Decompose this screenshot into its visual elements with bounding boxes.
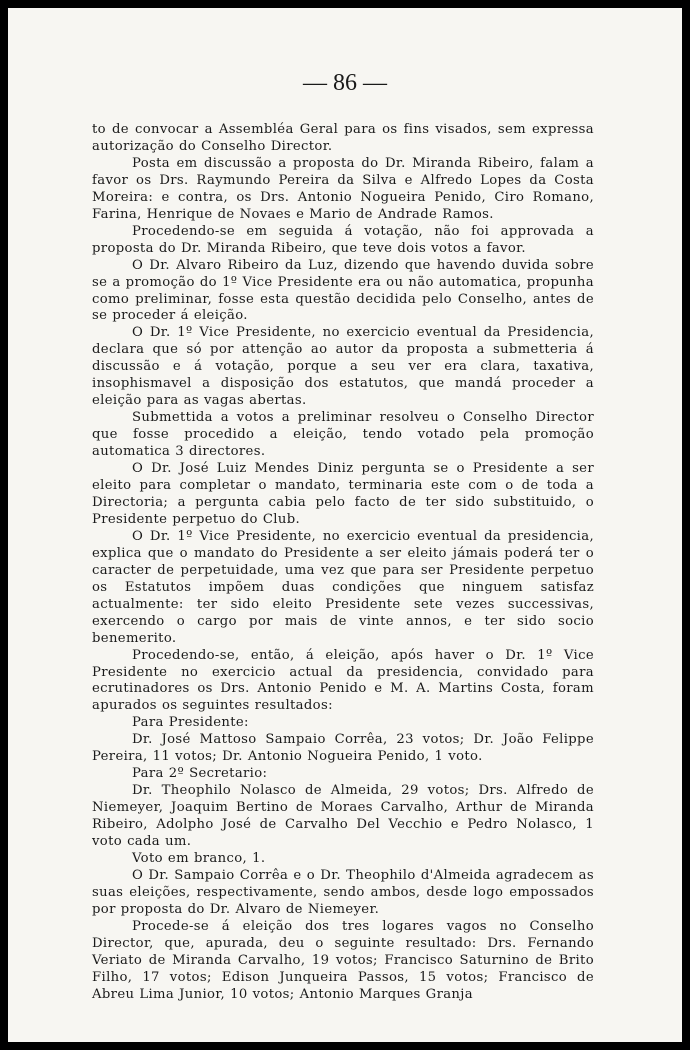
paragraph: O Dr. Alvaro Ribeiro da Luz, dizendo que havendo duvida sobre se a promoção do 1º Vice Presidente era ou não automatica, propunha como preliminar, fosse esta questão decidida pelo Conselho, antes de se proceder á eleição. — [92, 257, 594, 324]
paragraph: Procede-se á eleição dos tres logares vagos no Conselho Director, que, apurada, deu o seguinte resultado: Drs. Fernando Veriato de Miranda Carvalho, 19 votos; Francisco Saturnino de Brito Filho, 17 votos; Edison Junqueira Passos, 15 votos; Francisco de Abreu Lima Junior, 10 votos; Antonio Marques Granja — [92, 918, 594, 1002]
paragraph: O Dr. Sampaio Corrêa e o Dr. Theophilo d'Almeida agradecem as suas eleições, respectivamente, sendo ambos, desde logo empossados por proposta do Dr. Alvaro de Niemeyer. — [92, 867, 594, 917]
paragraph: Dr. Theophilo Nolasco de Almeida, 29 votos; Drs. Alfredo de Niemeyer, Joaquim Bertino de Moraes Carvalho, Arthur de Miranda Ribeiro, Adolpho José de Carvalho Del Vecchio e Pedro Nolasco, 1 voto cada um. — [92, 783, 594, 850]
section-label: Para 2º Secretario: — [132, 766, 268, 782]
document-page — [8, 8, 682, 1042]
paragraph: Voto em branco, 1. — [132, 850, 266, 866]
page-number: — 86 — — [303, 70, 387, 96]
paragraph: Procedendo-se, então, á eleição, após haver o Dr. 1º Vice Presidente no exercicio actual da presidencia, convidado para ecrutinadores os Drs. Antonio Penido e M. A. Martins Costa, foram apurados os seguintes resultados: — [92, 647, 594, 714]
paragraph: Procedendo-se em seguida á votação, não foi approvada a proposta do Dr. Miranda Ribeiro, que teve dois votos a favor. — [92, 223, 594, 256]
paragraph: Dr. José Mattoso Sampaio Corrêa, 23 votos; Dr. João Felippe Pereira, 11 votos; Dr. Antonio Nogueira Penido, 1 voto. — [92, 732, 594, 765]
paragraph: Submettida a votos a preliminar resolveu o Conselho Director que fosse procedido a eleição, tendo votado pela promoção automatica 3 directores. — [92, 410, 594, 460]
paragraph: Posta em discussão a proposta do Dr. Miranda Ribeiro, falam a favor os Drs. Raymundo Pereira da Silva e Alfredo Lopes da Costa Moreira: e contra, os Drs. Antonio Nogueira Penido, Ciro Romano, Farina, Henrique de Novaes e Mario de Andrade Ramos. — [92, 155, 594, 222]
paragraph: O Dr. 1º Vice Presidente, no exercicio eventual da presidencia, explica que o mandato do Presidente a ser eleito jámais poderá ter o caracter de perpetuidade, uma vez que para ser Presidente perpetuo os Estatutos impõem duas condições que ninguem satisfaz actualmente: ter sido eleito Presidente sete vezes successivas, exercendo o cargo por mais de vinte annos, e ter sido socio benemerito. — [92, 528, 594, 646]
paragraph: O Dr. 1º Vice Presidente, no exercicio eventual da Presidencia, declara que só por attenção ao autor da proposta a submetteria á discussão e á votação, porque a seu ver era clara, taxativa, insophismavel a disposição dos estatutos, que mandá proceder a eleição para as vagas abertas. — [92, 325, 594, 409]
paragraph: to de convocar a Assembléa Geral para os fins visados, sem expressa autorização do Conselho Director. — [92, 122, 594, 154]
body-text — [92, 122, 594, 1004]
paragraph: O Dr. José Luiz Mendes Diniz pergunta se o Presidente a ser eleito para completar o mandato, terminaria este com o de toda a Directoria; a pergunta cabia pelo facto de ter sido substituido, o Presidente perpetuo do Club. — [92, 461, 594, 527]
section-label: Para Presidente: — [132, 715, 249, 731]
